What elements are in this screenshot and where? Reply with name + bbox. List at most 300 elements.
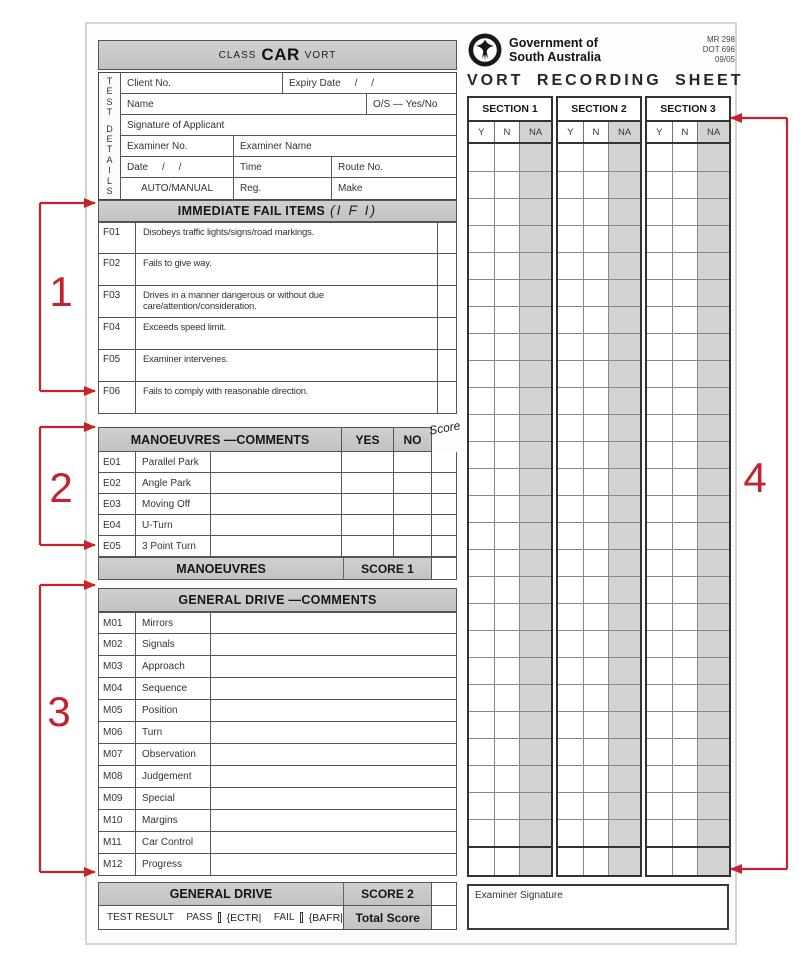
grid-cell-y[interactable] [558, 226, 583, 252]
grid-cell-y[interactable] [558, 144, 583, 171]
grid-cell-n[interactable] [583, 388, 609, 414]
manoeuvre-yes-cell[interactable] [341, 452, 393, 472]
grid-cell-na[interactable] [519, 388, 551, 414]
grid-cell-na[interactable] [608, 388, 640, 414]
grid-cell-y[interactable] [558, 577, 583, 603]
grid-cell-y[interactable] [647, 577, 672, 603]
grid-cell-y[interactable] [647, 226, 672, 252]
grid-cell-na[interactable] [697, 334, 729, 360]
grid-cell-na[interactable] [608, 253, 640, 279]
grid-cell-na[interactable] [608, 280, 640, 306]
grid-cell-na[interactable] [697, 631, 729, 657]
grid-cell-n[interactable] [494, 307, 520, 333]
grid-cell-y[interactable] [469, 334, 494, 360]
grid-cell-na[interactable] [519, 550, 551, 576]
score2-cell[interactable] [432, 882, 457, 906]
manoeuvre-score-cell[interactable] [431, 536, 456, 556]
grid-cell-n[interactable] [672, 280, 698, 306]
grid-cell-na[interactable] [519, 144, 551, 171]
grid-cell-y[interactable] [558, 793, 583, 819]
grid-cell-n[interactable] [494, 523, 520, 549]
grid-cell-n[interactable] [583, 631, 609, 657]
grid-cell-na[interactable] [519, 766, 551, 792]
manoeuvre-comment-cell[interactable] [211, 473, 341, 493]
grid-cell-y[interactable] [469, 253, 494, 279]
ifi-score-cell[interactable] [437, 286, 456, 317]
pass-checkbox[interactable] [218, 912, 220, 923]
grid-cell-y[interactable] [647, 388, 672, 414]
grid-cell-y[interactable] [558, 253, 583, 279]
grid-cell-y[interactable] [558, 334, 583, 360]
grid-cell-n[interactable] [672, 253, 698, 279]
grid-cell-y[interactable] [558, 631, 583, 657]
grid-cell-y[interactable] [469, 388, 494, 414]
ifi-score-cell[interactable] [437, 382, 456, 413]
grid-cell-n[interactable] [672, 469, 698, 495]
grid-cell-na[interactable] [697, 496, 729, 522]
grid-cell-n[interactable] [583, 739, 609, 765]
manoeuvre-no-cell[interactable] [393, 494, 431, 514]
grid-cell-y[interactable] [469, 442, 494, 468]
grid-cell-y[interactable] [647, 820, 672, 846]
grid-cell-n[interactable] [583, 144, 609, 171]
grid-cell-y[interactable] [469, 631, 494, 657]
grid-final-cell-y[interactable] [469, 848, 494, 875]
grid-cell-n[interactable] [494, 415, 520, 441]
grid-cell-na[interactable] [519, 577, 551, 603]
manoeuvre-score-cell[interactable] [431, 515, 456, 535]
grid-cell-n[interactable] [672, 199, 698, 225]
general-drive-comment-cell[interactable] [211, 656, 456, 677]
grid-cell-y[interactable] [469, 172, 494, 198]
grid-final-cell-n[interactable] [672, 848, 698, 875]
grid-cell-n[interactable] [494, 442, 520, 468]
grid-cell-n[interactable] [494, 631, 520, 657]
grid-cell-n[interactable] [494, 334, 520, 360]
grid-cell-n[interactable] [494, 658, 520, 684]
grid-cell-n[interactable] [672, 334, 698, 360]
os-field[interactable] [366, 94, 456, 114]
grid-cell-na[interactable] [519, 172, 551, 198]
grid-cell-n[interactable] [494, 685, 520, 711]
grid-cell-n[interactable] [672, 442, 698, 468]
grid-cell-y[interactable] [558, 199, 583, 225]
grid-cell-na[interactable] [608, 820, 640, 846]
grid-cell-n[interactable] [672, 496, 698, 522]
examiner-signature-box[interactable] [467, 884, 729, 930]
grid-cell-n[interactable] [672, 361, 698, 387]
grid-cell-n[interactable] [583, 577, 609, 603]
grid-cell-y[interactable] [558, 550, 583, 576]
grid-cell-n[interactable] [583, 766, 609, 792]
grid-cell-na[interactable] [608, 226, 640, 252]
grid-cell-y[interactable] [469, 604, 494, 630]
grid-cell-n[interactable] [494, 550, 520, 576]
grid-cell-y[interactable] [558, 388, 583, 414]
grid-cell-y[interactable] [558, 523, 583, 549]
fail-checkbox[interactable] [300, 912, 302, 923]
grid-cell-n[interactable] [672, 307, 698, 333]
grid-cell-na[interactable] [697, 144, 729, 171]
grid-cell-na[interactable] [519, 658, 551, 684]
grid-cell-na[interactable] [608, 550, 640, 576]
grid-cell-n[interactable] [672, 658, 698, 684]
grid-cell-y[interactable] [469, 496, 494, 522]
grid-cell-n[interactable] [494, 577, 520, 603]
manoeuvre-comment-cell[interactable] [211, 452, 341, 472]
grid-cell-na[interactable] [519, 631, 551, 657]
grid-cell-y[interactable] [558, 496, 583, 522]
total-score-cell[interactable] [431, 906, 456, 929]
grid-cell-n[interactable] [672, 523, 698, 549]
grid-cell-na[interactable] [697, 226, 729, 252]
grid-cell-y[interactable] [647, 144, 672, 171]
grid-cell-na[interactable] [519, 253, 551, 279]
grid-cell-n[interactable] [494, 766, 520, 792]
grid-cell-n[interactable] [672, 766, 698, 792]
grid-cell-na[interactable] [697, 199, 729, 225]
ifi-score-cell[interactable] [437, 318, 456, 349]
manoeuvre-score-cell[interactable] [431, 452, 456, 472]
grid-cell-y[interactable] [647, 631, 672, 657]
grid-cell-na[interactable] [519, 712, 551, 738]
grid-cell-na[interactable] [608, 469, 640, 495]
grid-cell-na[interactable] [608, 496, 640, 522]
grid-cell-n[interactable] [583, 280, 609, 306]
grid-cell-na[interactable] [697, 604, 729, 630]
grid-cell-y[interactable] [558, 469, 583, 495]
grid-cell-na[interactable] [608, 523, 640, 549]
grid-cell-y[interactable] [558, 442, 583, 468]
reg-field[interactable] [233, 178, 331, 199]
grid-cell-y[interactable] [469, 658, 494, 684]
grid-final-cell-y[interactable] [558, 848, 583, 875]
grid-cell-n[interactable] [494, 280, 520, 306]
ifi-score-cell[interactable] [437, 254, 456, 285]
grid-cell-na[interactable] [608, 766, 640, 792]
grid-cell-n[interactable] [583, 415, 609, 441]
grid-cell-n[interactable] [672, 793, 698, 819]
grid-cell-y[interactable] [558, 172, 583, 198]
grid-cell-y[interactable] [647, 361, 672, 387]
manoeuvre-yes-cell[interactable] [341, 494, 393, 514]
grid-cell-na[interactable] [608, 307, 640, 333]
grid-cell-na[interactable] [608, 361, 640, 387]
grid-cell-y[interactable] [558, 658, 583, 684]
grid-cell-y[interactable] [647, 766, 672, 792]
grid-cell-n[interactable] [583, 199, 609, 225]
grid-cell-na[interactable] [608, 577, 640, 603]
grid-cell-n[interactable] [672, 172, 698, 198]
grid-cell-na[interactable] [519, 469, 551, 495]
grid-cell-na[interactable] [519, 442, 551, 468]
grid-cell-y[interactable] [469, 415, 494, 441]
general-drive-comment-cell[interactable] [211, 832, 456, 853]
grid-cell-n[interactable] [672, 415, 698, 441]
grid-cell-n[interactable] [494, 739, 520, 765]
grid-cell-y[interactable] [469, 144, 494, 171]
grid-cell-na[interactable] [697, 685, 729, 711]
general-drive-comment-cell[interactable] [211, 700, 456, 721]
examiner-name-field[interactable] [233, 136, 456, 156]
grid-cell-na[interactable] [697, 388, 729, 414]
grid-cell-n[interactable] [583, 469, 609, 495]
grid-cell-y[interactable] [469, 361, 494, 387]
grid-final-cell-y[interactable] [647, 848, 672, 875]
grid-cell-n[interactable] [494, 199, 520, 225]
grid-cell-na[interactable] [519, 307, 551, 333]
grid-cell-na[interactable] [697, 820, 729, 846]
grid-cell-n[interactable] [583, 307, 609, 333]
grid-cell-y[interactable] [647, 253, 672, 279]
general-drive-comment-cell[interactable] [211, 722, 456, 743]
grid-cell-y[interactable] [647, 415, 672, 441]
grid-cell-n[interactable] [583, 226, 609, 252]
manoeuvre-no-cell[interactable] [393, 473, 431, 493]
manoeuvre-score-cell[interactable] [431, 473, 456, 493]
ifi-score-cell[interactable] [437, 223, 456, 253]
grid-cell-na[interactable] [697, 550, 729, 576]
grid-cell-n[interactable] [672, 631, 698, 657]
grid-cell-na[interactable] [697, 307, 729, 333]
grid-cell-y[interactable] [647, 712, 672, 738]
grid-cell-na[interactable] [608, 793, 640, 819]
grid-cell-na[interactable] [608, 199, 640, 225]
grid-cell-n[interactable] [583, 712, 609, 738]
grid-cell-n[interactable] [672, 712, 698, 738]
grid-cell-n[interactable] [583, 793, 609, 819]
grid-cell-y[interactable] [469, 280, 494, 306]
grid-cell-y[interactable] [647, 334, 672, 360]
grid-final-cell-n[interactable] [494, 848, 520, 875]
grid-cell-n[interactable] [494, 604, 520, 630]
grid-cell-n[interactable] [583, 334, 609, 360]
route-no-field[interactable] [331, 157, 456, 177]
grid-cell-na[interactable] [519, 226, 551, 252]
grid-cell-na[interactable] [519, 793, 551, 819]
grid-cell-n[interactable] [494, 793, 520, 819]
grid-cell-n[interactable] [583, 658, 609, 684]
examiner-no-field[interactable] [121, 136, 233, 156]
grid-cell-n[interactable] [672, 226, 698, 252]
grid-cell-na[interactable] [608, 334, 640, 360]
grid-cell-n[interactable] [494, 469, 520, 495]
grid-final-cell-na[interactable] [697, 848, 729, 875]
grid-cell-y[interactable] [647, 469, 672, 495]
grid-cell-n[interactable] [494, 253, 520, 279]
grid-cell-na[interactable] [697, 712, 729, 738]
date-field[interactable] [121, 157, 233, 177]
grid-cell-na[interactable] [519, 361, 551, 387]
manoeuvre-comment-cell[interactable] [211, 494, 341, 514]
grid-cell-n[interactable] [672, 604, 698, 630]
name-field[interactable] [121, 94, 366, 114]
grid-cell-n[interactable] [583, 550, 609, 576]
grid-cell-y[interactable] [647, 307, 672, 333]
grid-cell-y[interactable] [469, 226, 494, 252]
grid-cell-y[interactable] [647, 442, 672, 468]
grid-cell-n[interactable] [494, 226, 520, 252]
grid-cell-na[interactable] [697, 766, 729, 792]
grid-cell-na[interactable] [697, 253, 729, 279]
manoeuvre-no-cell[interactable] [393, 452, 431, 472]
grid-cell-y[interactable] [647, 604, 672, 630]
grid-cell-na[interactable] [519, 415, 551, 441]
score1-cell[interactable] [432, 557, 457, 580]
grid-cell-y[interactable] [647, 685, 672, 711]
expiry-date-field[interactable] [282, 73, 456, 93]
general-drive-comment-cell[interactable] [211, 634, 456, 655]
grid-cell-n[interactable] [672, 577, 698, 603]
grid-final-cell-na[interactable] [608, 848, 640, 875]
general-drive-comment-cell[interactable] [211, 744, 456, 765]
ifi-score-cell[interactable] [437, 350, 456, 381]
general-drive-comment-cell[interactable] [211, 788, 456, 809]
manoeuvre-comment-cell[interactable] [211, 515, 341, 535]
grid-cell-n[interactable] [672, 550, 698, 576]
manoeuvre-no-cell[interactable] [393, 515, 431, 535]
general-drive-comment-cell[interactable] [211, 810, 456, 831]
grid-cell-y[interactable] [469, 469, 494, 495]
general-drive-comment-cell[interactable] [211, 766, 456, 787]
grid-cell-na[interactable] [697, 442, 729, 468]
grid-cell-y[interactable] [647, 496, 672, 522]
grid-cell-y[interactable] [469, 550, 494, 576]
manoeuvre-comment-cell[interactable] [211, 536, 341, 556]
manoeuvre-yes-cell[interactable] [341, 515, 393, 535]
grid-cell-na[interactable] [519, 685, 551, 711]
grid-final-cell-n[interactable] [583, 848, 609, 875]
grid-cell-na[interactable] [608, 712, 640, 738]
grid-cell-n[interactable] [494, 712, 520, 738]
grid-cell-y[interactable] [469, 199, 494, 225]
grid-cell-na[interactable] [697, 658, 729, 684]
grid-cell-na[interactable] [519, 280, 551, 306]
grid-cell-na[interactable] [608, 144, 640, 171]
grid-cell-y[interactable] [647, 739, 672, 765]
grid-cell-y[interactable] [558, 820, 583, 846]
grid-cell-y[interactable] [647, 280, 672, 306]
grid-cell-n[interactable] [494, 496, 520, 522]
grid-cell-y[interactable] [469, 766, 494, 792]
grid-cell-n[interactable] [672, 388, 698, 414]
grid-cell-n[interactable] [583, 172, 609, 198]
grid-cell-y[interactable] [647, 550, 672, 576]
grid-cell-n[interactable] [494, 172, 520, 198]
grid-final-cell-na[interactable] [519, 848, 551, 875]
manoeuvre-yes-cell[interactable] [341, 473, 393, 493]
grid-cell-y[interactable] [469, 685, 494, 711]
grid-cell-y[interactable] [558, 739, 583, 765]
grid-cell-na[interactable] [608, 631, 640, 657]
grid-cell-y[interactable] [469, 793, 494, 819]
signature-field[interactable] [121, 115, 456, 135]
time-field[interactable] [233, 157, 331, 177]
grid-cell-na[interactable] [608, 739, 640, 765]
grid-cell-na[interactable] [519, 523, 551, 549]
grid-cell-y[interactable] [469, 577, 494, 603]
grid-cell-y[interactable] [647, 523, 672, 549]
grid-cell-n[interactable] [494, 820, 520, 846]
grid-cell-na[interactable] [608, 658, 640, 684]
grid-cell-na[interactable] [519, 199, 551, 225]
grid-cell-n[interactable] [583, 523, 609, 549]
grid-cell-na[interactable] [697, 280, 729, 306]
general-drive-comment-cell[interactable] [211, 613, 456, 633]
grid-cell-n[interactable] [672, 144, 698, 171]
grid-cell-na[interactable] [519, 820, 551, 846]
grid-cell-y[interactable] [647, 172, 672, 198]
grid-cell-n[interactable] [494, 388, 520, 414]
grid-cell-na[interactable] [519, 604, 551, 630]
grid-cell-y[interactable] [469, 820, 494, 846]
grid-cell-n[interactable] [583, 604, 609, 630]
grid-cell-na[interactable] [519, 496, 551, 522]
grid-cell-y[interactable] [558, 307, 583, 333]
grid-cell-n[interactable] [583, 361, 609, 387]
grid-cell-n[interactable] [494, 361, 520, 387]
grid-cell-n[interactable] [672, 820, 698, 846]
grid-cell-y[interactable] [469, 712, 494, 738]
auto-manual-field[interactable] [121, 178, 233, 199]
grid-cell-n[interactable] [583, 442, 609, 468]
grid-cell-na[interactable] [608, 415, 640, 441]
grid-cell-y[interactable] [558, 604, 583, 630]
grid-cell-y[interactable] [647, 658, 672, 684]
general-drive-comment-cell[interactable] [211, 678, 456, 699]
grid-cell-y[interactable] [647, 199, 672, 225]
grid-cell-y[interactable] [558, 712, 583, 738]
grid-cell-y[interactable] [558, 415, 583, 441]
manoeuvre-no-cell[interactable] [393, 536, 431, 556]
grid-cell-n[interactable] [583, 820, 609, 846]
grid-cell-na[interactable] [519, 739, 551, 765]
grid-cell-n[interactable] [583, 253, 609, 279]
grid-cell-n[interactable] [494, 144, 520, 171]
grid-cell-y[interactable] [469, 523, 494, 549]
grid-cell-y[interactable] [558, 361, 583, 387]
grid-cell-y[interactable] [558, 685, 583, 711]
grid-cell-y[interactable] [558, 280, 583, 306]
grid-cell-n[interactable] [583, 496, 609, 522]
grid-cell-na[interactable] [697, 793, 729, 819]
grid-cell-na[interactable] [697, 469, 729, 495]
grid-cell-n[interactable] [672, 685, 698, 711]
grid-cell-na[interactable] [697, 361, 729, 387]
grid-cell-na[interactable] [697, 172, 729, 198]
grid-cell-na[interactable] [519, 334, 551, 360]
manoeuvre-yes-cell[interactable] [341, 536, 393, 556]
grid-cell-y[interactable] [469, 739, 494, 765]
grid-cell-na[interactable] [697, 415, 729, 441]
grid-cell-y[interactable] [469, 307, 494, 333]
manoeuvre-score-cell[interactable] [431, 494, 456, 514]
client-no-field[interactable] [121, 73, 282, 93]
make-field[interactable] [331, 178, 456, 199]
grid-cell-na[interactable] [697, 739, 729, 765]
grid-cell-na[interactable] [608, 685, 640, 711]
grid-cell-y[interactable] [558, 766, 583, 792]
grid-cell-na[interactable] [608, 604, 640, 630]
grid-cell-n[interactable] [583, 685, 609, 711]
grid-cell-na[interactable] [608, 172, 640, 198]
grid-cell-na[interactable] [697, 577, 729, 603]
grid-cell-na[interactable] [608, 442, 640, 468]
grid-cell-na[interactable] [697, 523, 729, 549]
general-drive-comment-cell[interactable] [211, 854, 456, 875]
grid-cell-n[interactable] [672, 739, 698, 765]
grid-cell-y[interactable] [647, 793, 672, 819]
